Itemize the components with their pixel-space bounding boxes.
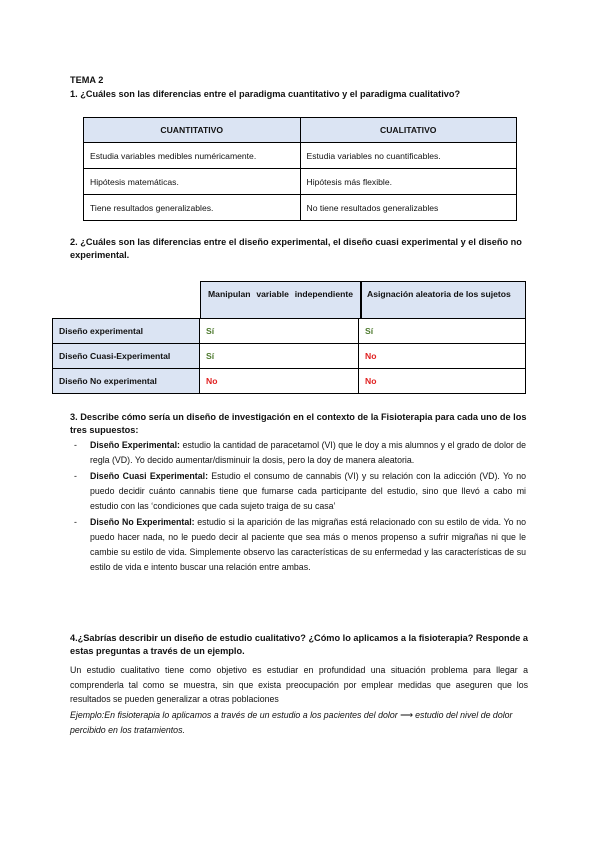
row-label: Diseño experimental [53,319,200,344]
list-item: - Diseño Experimental: estudio la cantidad de paracetamol (VI) que le doy a mis alumnos y el grado de dolor de regla (VD). Yo decido aumentar/disminuir la dosis, pero la doy de manera aleatoria. [90,438,526,468]
list-item: - Diseño No Experimental: estudio si la aparición de las migrañas está relacionado con su estilo de vida. Yo no puedo hacer nada, no le puedo decir al paciente que sea más o menos propenso a sufrir migrañas ni que le cambie su estilo de vida. Simplemente observo las características de su enfermedad y las características de su estilo de vida e intento buscar una relación entre ambas. [90,515,526,575]
table-cell: Tiene resultados generalizables. [84,195,301,221]
design-table-header [200,281,526,319]
design-table [52,318,526,394]
row-label: Diseño Cuasi-Experimental [53,344,200,369]
paradigm-table [83,117,517,221]
table-cell: Hipótesis matemáticas. [84,169,301,195]
answer-4: Un estudio cualitativo tiene como objetivo es estudiar en profundidad una situación problema para llegar a comprenderla tal como se muestra, sin que exista preocupación por emplear medidas que aseguren que los resultados se pueden generalizar a otras poblaciones [70,665,528,704]
value-cell: No [359,344,526,369]
example-4: Ejemplo:En fisioterapia lo aplicamos a través de un estudio a los pacientes del dolor ⟶ estudio del nivel de dolor percibido en los tratamientos. [70,710,513,735]
row-label: Diseño No experimental [53,369,200,394]
header-cuantitativo: CUANTITATIVO [84,118,301,143]
value-cell: Sí [200,344,359,369]
value-cell: Sí [200,319,359,344]
question-1: 1. ¿Cuáles son las diferencias entre el paradigma cuantitativo y el paradigma cualitativo? [70,89,461,99]
header-cualitativo: CUALITATIVO [300,118,517,143]
table-cell: Estudia variables medibles numéricamente. [84,143,301,169]
table-cell: No tiene resultados generalizables [300,195,517,221]
question-4: 4.¿Sabrías describir un diseño de estudio cualitativo? ¿Cómo lo aplicamos a la fisioterapia? Responde a estas preguntas a través de un ejemplo. [70,633,528,656]
table-cell: Hipótesis más flexible. [300,169,517,195]
design-examples-list [90,438,526,575]
col-header-asignacion: Asignación aleatoria de los sujetos [367,289,511,299]
arrow-right-icon: ⟶ [400,710,413,720]
question-3: 3. Describe cómo sería un diseño de investigación en el contexto de la Fisioterapia para cada uno de los tres supuestos: [70,412,527,435]
value-cell: No [200,369,359,394]
value-cell: Sí [359,319,526,344]
list-item: - Diseño Cuasi Experimental: Estudio el consumo de cannabis (VI) y su relación con la adicción (VD). Yo no puedo decidir cuánto cannabis tiene que fumarse cada participante del estudio, sino que llevó a cabo mi estudio con las ‘condiciones que cada sujeto traiga de su casa’ [90,469,526,514]
value-cell: No [359,369,526,394]
col-header-manipulan: Manipulan variable independiente [208,289,353,299]
table-cell: Estudia variables no cuantificables. [300,143,517,169]
question-2: 2. ¿Cuáles son las diferencias entre el diseño experimental, el diseño cuasi experimental y el diseño no experimental. [70,237,522,260]
divider [360,282,362,318]
topic-title: TEMA 2 [70,75,104,85]
